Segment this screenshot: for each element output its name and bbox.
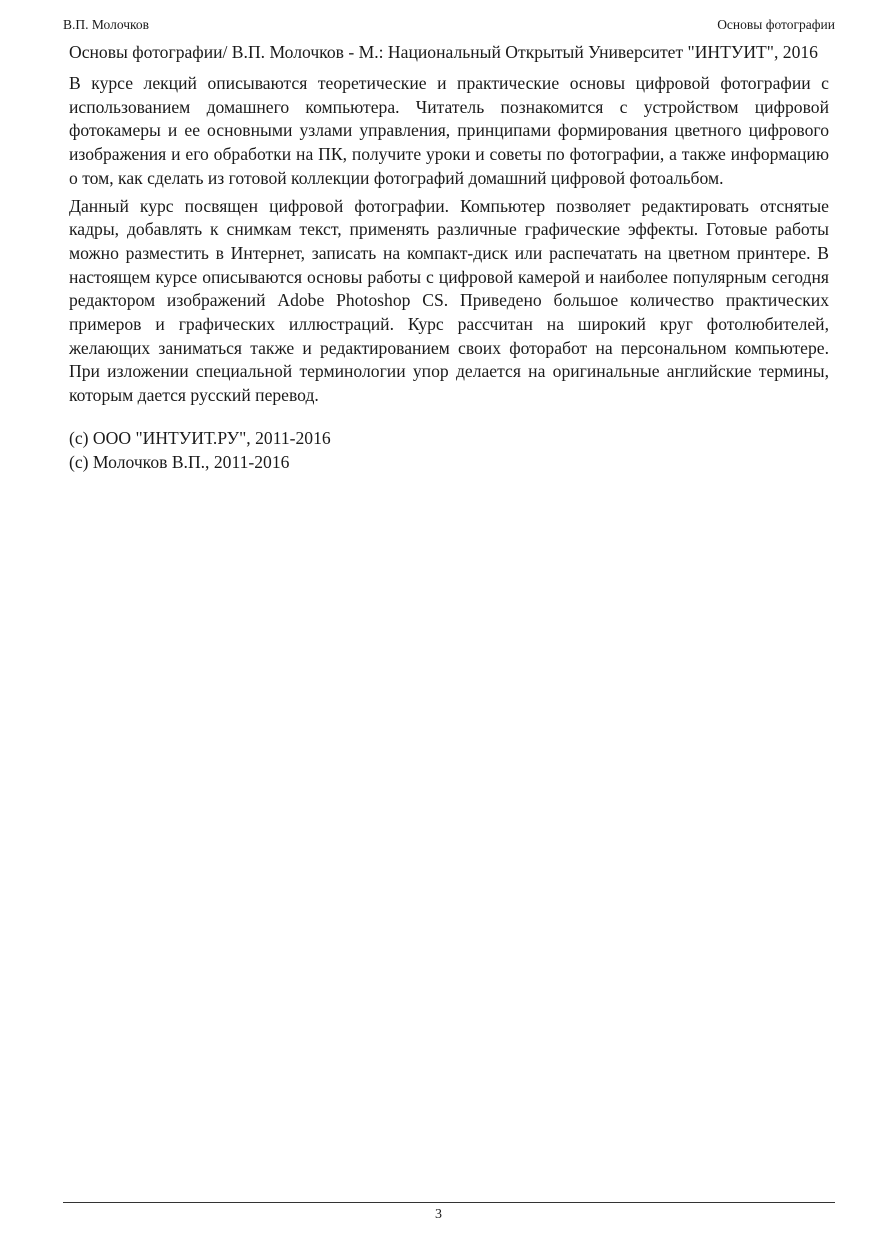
footer-divider [63, 1202, 835, 1203]
copyright-line: (c) ООО "ИНТУИТ.РУ", 2011-2016 [69, 427, 331, 448]
page-content [69, 40, 829, 474]
abstract-paragraph: Данный курс посвящен цифровой фотографии. Компьютер позволяет редактировать отснятые кадры, добавлять к снимкам текст, применять различные графические эффекты. Готовые работы можно разместить в Интернет, записать на компакт-диск или распечатать на цветном принтере. В настоящем курсе описываются основы работы с цифровой камерой и наиболее популярным сегодня редактором изображений Adobe Photoshop CS. Приведено большое количество практических примеров и графических иллюстраций. Курс рассчитан на широкий круг фотолюбителей, желающих заниматься также и редактированием своих фоторабот на персональном компьютере. При изложении специальной терминологии упор делается на оригинальные английские термины, которым дается русский перевод. [69, 195, 829, 406]
header-author: В.П. Молочков [63, 17, 150, 32]
bibliographic-citation: Основы фотографии/ В.П. Молочков - М.: Национальный Открытый Университет "ИНТУИТ", 2016 [69, 42, 818, 62]
copyright-notices [69, 426, 829, 474]
abstract-paragraph: В курсе лекций описываются теоретические и практические основы цифровой фотографии с использованием домашнего компьютера. Читатель познакомится с устройством цифровой фотокамеры и ее основными узлами управления, принципами формирования цветного цифрового изображения и его обработки на ПК, получите уроки и советы по фотографии, а также информацию о том, как сделать из готовой коллекции фотографий домашний цифровой фотоальбом. [69, 73, 829, 188]
course-abstract [69, 72, 829, 408]
header-title: Основы фотографии [717, 17, 835, 32]
page-number: 3 [435, 1207, 442, 1222]
running-header [63, 16, 835, 34]
copyright-line: (c) Молочков В.П., 2011-2016 [69, 451, 290, 472]
